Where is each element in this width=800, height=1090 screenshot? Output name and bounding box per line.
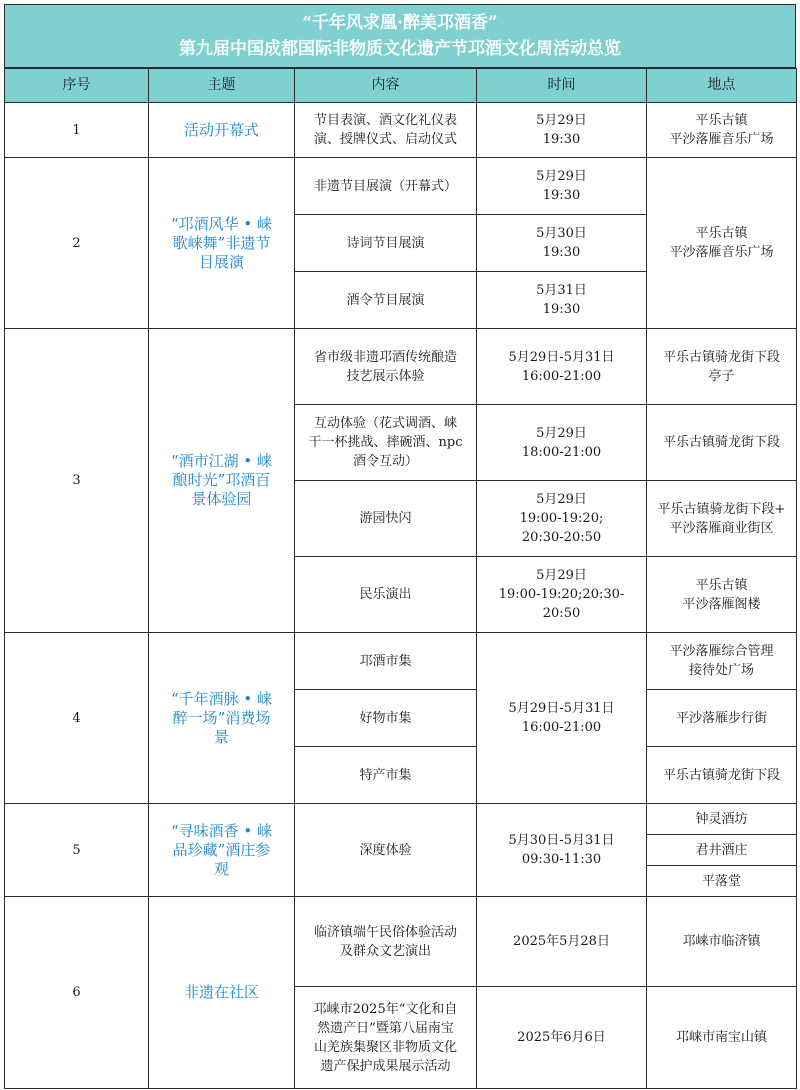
row-content: 深度体验: [295, 804, 477, 897]
table-row: [5, 158, 797, 215]
row-time: 5月29日 19:00-19:20; 20:30-20:50: [477, 481, 647, 557]
row-place: 平乐古镇 平沙落雁音乐广场: [647, 103, 797, 158]
row-time: 2025年6月6日: [477, 987, 647, 1089]
table-title: [4, 4, 796, 68]
title-line-1: “千年风求凰·醉美邛酒香”: [302, 13, 498, 33]
row-place: 平沙落雁步行街: [647, 690, 797, 747]
row-time: 5月31日 19:30: [477, 272, 647, 329]
row-time: 5月30日 19:30: [477, 215, 647, 272]
header-theme: 主题: [149, 69, 295, 103]
row-place: 邛崃市南宝山镇: [647, 987, 797, 1089]
row-place: 平乐古镇骑龙街下段+ 平沙落雁商业街区: [647, 481, 797, 557]
row-theme: 活动开幕式: [149, 103, 295, 158]
row-place: 平乐古镇 平沙落雁音乐广场: [647, 158, 797, 329]
row-number: 2: [5, 158, 149, 329]
row-number: 6: [5, 897, 149, 1089]
row-time: 5月29日 19:30: [477, 103, 647, 158]
row-place: 平乐古镇骑龙街下段: [647, 405, 797, 481]
header-time: 时间: [477, 69, 647, 103]
row-theme: 非遗在社区: [149, 897, 295, 1089]
row-number: 1: [5, 103, 149, 158]
row-place: 平乐古镇骑龙街下段: [647, 747, 797, 804]
row-place: 平乐古镇骑龙街下段 亭子: [647, 329, 797, 405]
row-content: 诗词节目展演: [295, 215, 477, 272]
row-content: 游园快闪: [295, 481, 477, 557]
row-content: 临济镇端午民俗体验活动 及群众文艺演出: [295, 897, 477, 987]
table-row: [5, 103, 797, 158]
row-time: 5月30日-5月31日 09:30-11:30: [477, 804, 647, 897]
row-time: 5月29日-5月31日 16:00-21:00: [477, 329, 647, 405]
row-theme: “酒市江湖 • 崃 酿时光”邛酒百 景体验园: [149, 329, 295, 633]
row-time: 2025年5月28日: [477, 897, 647, 987]
row-content: 非遗节目展演（开幕式）: [295, 158, 477, 215]
row-place: 君井酒庄: [647, 835, 797, 866]
table-row: [5, 633, 797, 690]
row-place: 平沙落雁综合管理 接待处广场: [647, 633, 797, 690]
row-content: 特产市集: [295, 747, 477, 804]
table-row: [5, 804, 797, 835]
table-row: [5, 329, 797, 405]
row-theme: “千年酒脉 • 崃 醉一场”消费场 景: [149, 633, 295, 804]
row-time: 5月29日-5月31日 16:00-21:00: [477, 633, 647, 804]
row-content: 互动体验（花式调酒、崃 干一杯挑战、摔碗酒、npc 酒令互动）: [295, 405, 477, 481]
row-content: 省市级非遗邛酒传统酿造 技艺展示体验: [295, 329, 477, 405]
schedule-table: [4, 68, 797, 1089]
row-content: 邛崃市2025年“文化和自 然遗产日”暨第八届南宝 山羌族集聚区非物质文化 遗产保护成果展示活动: [295, 987, 477, 1089]
row-number: 5: [5, 804, 149, 897]
row-time: 5月29日 19:30: [477, 158, 647, 215]
title-line-2: 第九届中国成都国际非物质文化遗产节邛酒文化周活动总览: [179, 39, 621, 59]
row-time: 5月29日 18:00-21:00: [477, 405, 647, 481]
row-content: 民乐演出: [295, 557, 477, 633]
row-number: 3: [5, 329, 149, 633]
table-row: [5, 897, 797, 987]
header-place: 地点: [647, 69, 797, 103]
header-num: 序号: [5, 69, 149, 103]
row-content: 好物市集: [295, 690, 477, 747]
row-place: 平乐古镇 平沙落雁阁楼: [647, 557, 797, 633]
row-time: 5月29日 19:00-19:20;20:30- 20:50: [477, 557, 647, 633]
header-row: [5, 69, 797, 103]
row-place: 平落堂: [647, 866, 797, 897]
row-content: 酒令节目展演: [295, 272, 477, 329]
row-place: 钟灵酒坊: [647, 804, 797, 835]
row-content: 节目表演、酒文化礼仪表 演、授牌仪式、启动仪式: [295, 103, 477, 158]
row-place: 邛崃市临济镇: [647, 897, 797, 987]
row-number: 4: [5, 633, 149, 804]
header-content: 内容: [295, 69, 477, 103]
row-theme: “寻味酒香 • 崃 品珍藏”酒庄参 观: [149, 804, 295, 897]
row-theme: “邛酒风华 • 崃 歌崃舞”非遗节 目展演: [149, 158, 295, 329]
row-content: 邛酒市集: [295, 633, 477, 690]
